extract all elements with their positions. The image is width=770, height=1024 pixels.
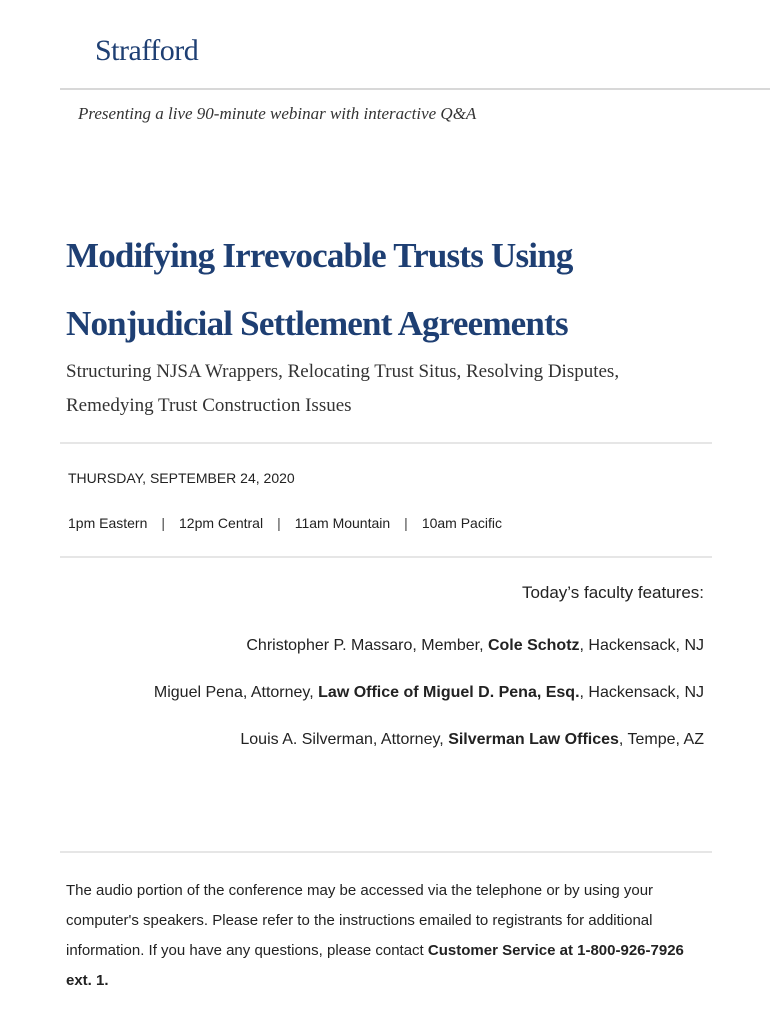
- webinar-subtitle: Structuring NJSA Wrappers, Relocating Trust Situs, Resolving Disputes, Remedying Trust Construction Issues: [66, 361, 620, 416]
- faculty-heading: Today’s faculty features:: [521, 583, 704, 602]
- audio-instructions: [66, 876, 706, 996]
- time-eastern: 1pm Eastern: [68, 515, 148, 531]
- section-divider: [60, 442, 712, 444]
- strafford-logo: Strafford: [95, 34, 199, 67]
- faculty-location: , Tempe, AZ: [618, 731, 704, 748]
- section-divider: [60, 556, 712, 558]
- faculty-firm: Silverman Law Offices: [448, 731, 619, 748]
- time-separator: |: [404, 515, 408, 531]
- faculty-member: [154, 684, 704, 702]
- time-central: 12pm Central: [179, 515, 264, 531]
- faculty-name-role: Christopher P. Massaro, Member,: [246, 637, 488, 654]
- event-date: THURSDAY, SEPTEMBER 24, 2020: [68, 470, 295, 486]
- footer-end-punctuation: .: [104, 972, 109, 989]
- time-separator: |: [277, 515, 281, 531]
- faculty-firm: Cole Schotz: [487, 637, 580, 654]
- faculty-name-role: Miguel Pena, Attorney,: [153, 684, 319, 701]
- faculty-firm: Law Office of Miguel D. Pena, Esq.: [318, 684, 580, 701]
- event-times: [68, 515, 502, 531]
- time-pacific: 10am Pacific: [421, 515, 502, 531]
- audio-instructions-text: The audio portion of the conference may be accessed via the telephone or by using your computer's speakers. Please refer to the instructions emailed to registrants for additional information. If you have any questions, please contact: [66, 882, 654, 959]
- webinar-tagline: Presenting a live 90-minute webinar with interactive Q&A: [78, 104, 477, 123]
- faculty-location: , Hackensack, NJ: [579, 637, 704, 654]
- time-mountain: 11am Mountain: [294, 515, 391, 531]
- section-divider: [60, 851, 712, 853]
- faculty-name-role: Louis A. Silverman, Attorney,: [240, 731, 449, 748]
- faculty-member: [240, 731, 704, 749]
- faculty-location: , Hackensack, NJ: [579, 684, 704, 701]
- customer-service-contact: Customer Service at 1-800-926-7926 ext. 1: [66, 942, 684, 989]
- time-separator: |: [161, 515, 166, 531]
- webinar-title: Modifying Irrevocable Trusts Using Nonjudicial Settlement Agreements: [66, 236, 573, 343]
- header-divider: [60, 88, 770, 90]
- faculty-member: [246, 637, 704, 655]
